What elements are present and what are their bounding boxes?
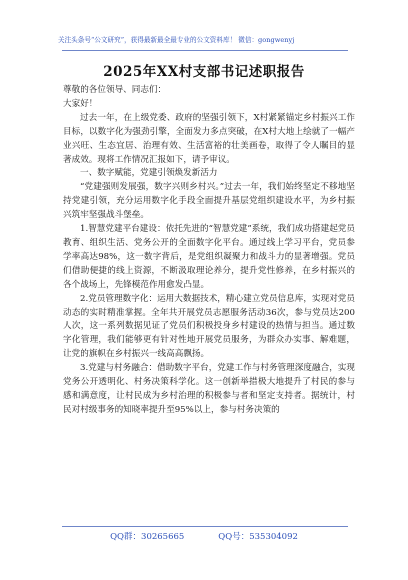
page-title: 2025年XX村支部书记述职报告 xyxy=(103,64,305,80)
footer-qq-group: QQ群：30265665 xyxy=(110,532,185,542)
paragraph-item-1: 1.智慧党建平台建设：依托先进的“智慧党建”系统，我们成功搭建起党员教育、组织生活、党务公开的全面数字化平台。通过线上学习平台，党员参学率高达98%，这一数字背后，是党组织凝聚力和战斗力的显著增强。党员们借助便捷的线上资源，不断汲取理论养分，提升党性修养，在乡村振兴的各个战场上，先锋模范作用愈发凸显。 xyxy=(63,224,355,290)
header-divider xyxy=(62,50,348,51)
document-body xyxy=(63,84,355,418)
section-heading: 一、数字赋能，党建引领焕发新活力 xyxy=(80,168,218,179)
header-note: 关注头条号“公文研究”，获得最新最全最专业的公文资料库！ 微信：gongwenyj xyxy=(58,36,295,44)
footer-qq-number: QQ号：535304092 xyxy=(218,532,298,542)
footer xyxy=(0,532,408,543)
paragraph-section-intro: “党建强则发展强，数字兴则乡村兴。”过去一年，我们始终坚定不移地坚持党建引领，充分运用数字化手段全面提升基层党组织建设水平，为乡村振兴筑牢坚强战斗堡垒。 xyxy=(63,182,355,221)
paragraph-intro: 过去一年，在上级党委、政府的坚强引领下，X村紧紧锚定乡村振兴工作目标，以数字化为强劲引擎，全面发力多点突破，在X村大地上绘就了一幅产业兴旺、生态宜居、治理有效、生活富裕的壮美画卷，取得了令人瞩目的显著成效。现将工作情况汇报如下，请予审议。 xyxy=(63,112,355,165)
paragraph-item-2: 2.党员管理数字化：运用大数据技术，精心建立党员信息库，实现对党员动态的实时精准掌握。全年共开展党员志愿服务活动36次，参与党员达200人次，这一系列数据见证了党员们积极投身乡村建设的热情与担当。通过数字化管理，我们能够更有针对性地开展党员服务，为群众办实事、解难题，让党的旗帜在乡村振兴一线高高飘扬。 xyxy=(63,293,355,360)
salutation: 尊敬的各位领导、同志们： xyxy=(63,85,167,95)
footer-divider xyxy=(62,526,348,527)
greeting: 大家好！ xyxy=(63,98,98,109)
paragraph-item-3: 3.党建与村务融合：借助数字平台，党建工作与村务管理深度融合，实现党务公开透明化、村务决策科学化。这一创新举措极大地提升了村民的参与感和满意度，让村民成为乡村治理的积极参与者和坚定支持者。据统计，村民对村级事务的知晓率提升至95%以上，参与村务决策的 xyxy=(63,363,355,415)
